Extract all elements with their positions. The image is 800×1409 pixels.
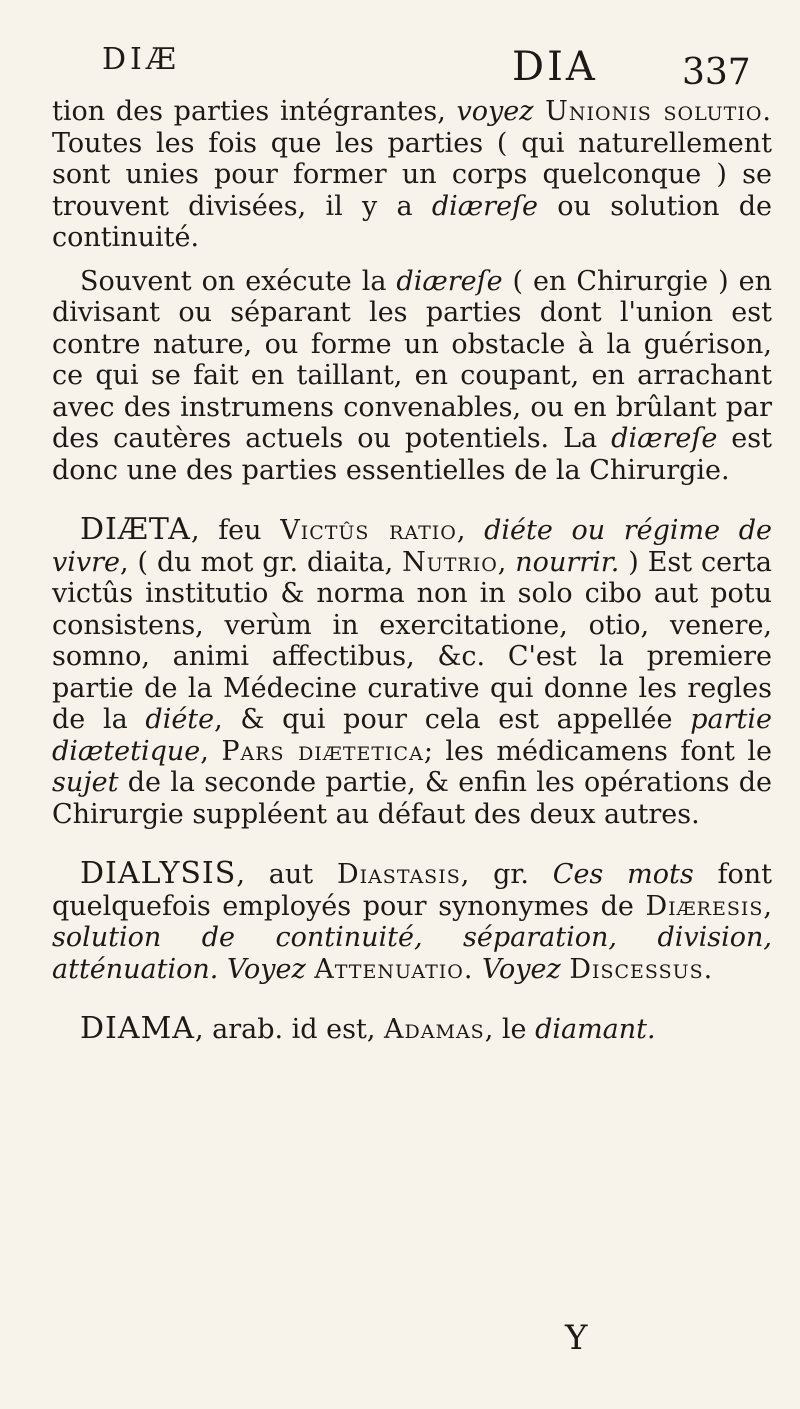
text-run: Pars diætetica [221,735,424,767]
text-run: voyez [456,96,534,127]
text-run [306,954,315,985]
text-run: , [497,546,516,578]
text-run: diæreſe [611,423,718,454]
entry-diama [52,1013,772,1046]
text-run: tion des parties intégrantes, [52,96,457,127]
text-run: diamant. [535,1014,656,1045]
text-run: , ( du mot gr. diaita, [120,546,403,578]
text-run: , arab. id est, [194,1014,385,1045]
text-run: diæreſe [431,190,539,222]
text-run: , gr. [460,859,553,890]
running-head-right: DIA [512,44,598,90]
text-run: Diastasis [336,859,461,890]
running-header [62,42,770,92]
text-run: solution de continuité, séparation, division, atténuation. Voyez [52,922,772,985]
text-run: , feu [190,515,281,546]
cross-reference: Unionis solutio. [533,96,772,127]
text-run: , le [484,1014,536,1045]
entry-dialysis [52,858,772,985]
text-run [473,954,482,985]
text-run: , & qui pour cela est appellée [214,704,691,735]
text-run: ) Est certa victûs institutio & norma non in solo cibo aut potu consistens, verùm in exercitatione, otio, venere, somno, animi affectibus, &c. C'est la premiere partie de la Médecine curative qui donne les regles de la [52,546,772,735]
text-run: Toutes les fois que les parties ( qui naturellement sont unies pour former un corps quelconque ) se trouvent divisées, il y a [52,127,772,222]
entry-headword: DIALYSIS [80,856,237,891]
text-run: sujet [52,767,119,798]
text-run: nourrir. [515,546,620,578]
text-run: , [456,515,485,546]
signature-mark: Y [565,1318,588,1358]
text-run: Ces mots [552,859,694,890]
text-run: diéte [145,704,215,735]
text-run: diéte ou régime de vivre [52,515,773,578]
text-run: ( en Chirurgie ) en divisant ou séparant les parties dont l'union est contre nature, ou forme un obstacle à la guérison, ce qui se fait en taillant, en coupant, en arrachant avec des instrumens convenables, ou en brûlant par des cautères actuels ou potentiels. La [52,265,773,454]
text-run: , [200,735,222,767]
text-run: font quelquefois employés pour synonymes de [52,859,773,922]
text-run: Nutrio [402,546,498,578]
text-run: Souvent on exécute la [80,265,397,297]
entry-headword: DIAMA [80,1011,195,1046]
text-run: Voyez [482,953,561,985]
text-run: Adamas [384,1014,485,1045]
text-run: Victûs ratio [280,515,457,546]
text-run: Diæresis [645,890,764,922]
diaerese-paragraph [52,266,772,487]
text-run: , aut [236,859,337,890]
text-run: ou solution de continuité. [52,190,772,253]
page-number: 337 [682,52,751,93]
cross-reference: Discessus. [569,953,714,985]
text-run: diæreſe [396,265,503,297]
text-run: partie diætetique [52,704,772,767]
continuation-paragraph [52,96,772,254]
page-body [52,96,772,1058]
running-head-left: DIÆ [102,42,180,77]
text-run: de la seconde partie, & enfin les opérations de Chirurgie suppléent au défaut des deux autres. [52,767,772,830]
text-run: est donc une des parties essentielles de la Chirurgie. [52,423,772,486]
cross-reference: Attenuatio. [314,953,474,985]
text-run: , [763,890,772,922]
entry-diaeta [52,514,772,830]
text-run: ; les médicamens font le [423,735,773,767]
entry-headword: DIÆTA [80,512,191,547]
